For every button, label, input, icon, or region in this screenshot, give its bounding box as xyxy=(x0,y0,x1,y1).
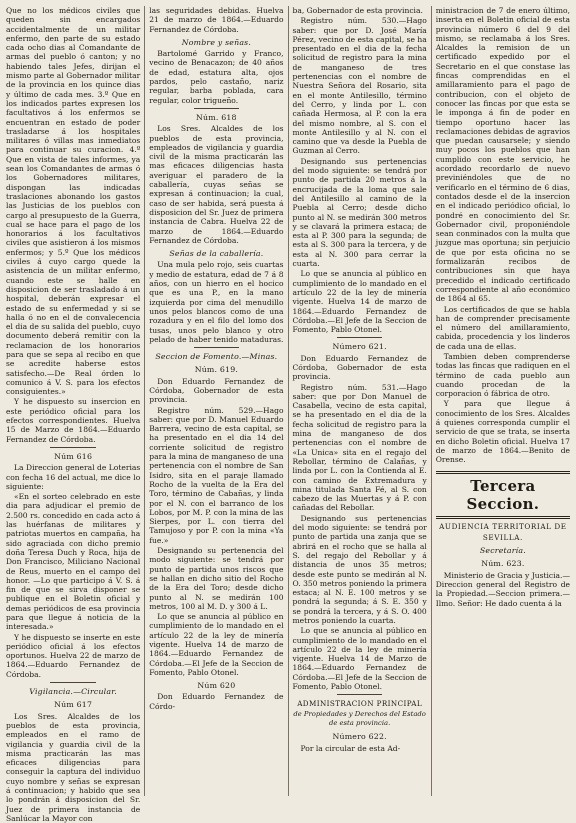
paragraph: Don Eduardo Fernandez de Córdoba, Gobernador de esta provincia. xyxy=(149,376,284,405)
paragraph: Los certificados de que se habla han de comprender precisamente el número del amillaramiento, cabida, procedencia y los linderos de cada una de ellas. xyxy=(435,304,570,351)
section-number: Núm 617 xyxy=(54,700,93,710)
paragraph: Una mula pelo rojo, seis cuartas y medio de estatura, edad de 7 á 8 años, con un hierro en el hocico que es una P., en la mano izquierda por cima del menudillo unos pelos blancos como de una rozadura y en el filo del lomo dos tusas, unos pelo blanco y otro pelado de haber tenido mataduras. xyxy=(149,260,284,344)
paragraph: Lo que se anuncia al público en cumplimiento de lo mandado en el artículo 22 de la ley de minería vigente. Huelva 14 de marzo de 1864.—Eduardo Fernandez de Córdoba.—El Jefe de la Seccion de Fomento, Pablo Otonel. xyxy=(292,269,427,335)
paragraph: Por la circular de esta Ad- xyxy=(300,743,401,753)
section-number: Número 622. xyxy=(332,732,387,742)
paragraph: ministracion de 7 de enero último, inserta en el Boletin oficial de esta provincia número 6 del 9 del mismo, se reclamaba á los Sres. Alcaldes la remision de un certificado expedido por el Secretario en el que constase las fincas comprendidas en el amillaramiento para el pago de contribucion, con el objeto de conocer las fincas por que esta se le imponga á fin de poder en tiempo oportuno hacer las reclamaciones debidas de agravios que puedan causarsele; y siendo muy pocos los pueblos que han cumplido con este servicio, he acordado recordarlo de nuevo previniéndoles que de no verificarlo en el término de 6 dias, contados desde el de la insercion en el indicado periódico oficial, lo pondré en conocimiento del Sr. Gobernador civil, proponiéndole sean conminados con la multa que juzgue mas oportuna; sin perjuicio de que por esta oficina no se formalizarán recibos de contribuciones sin que haya precedido el indicado certificado correspondiente al año económico de 1864 al 65. xyxy=(435,6,570,304)
paragraph: Designando sus pertenencias del modo siguiente: se tendrá por punto de partida 20 metros á la encrucijada de la loma que sale del Antilesillo al camino de la Puebla al Cerro; desde dicho punto al N. se medirán 300 metros y se clavará la primera estaca; de esta al P. 300 para la segunda; de esta al S. 300 para la tercera, y de esta al N. 300 para cerrar la cuarta. xyxy=(292,156,427,269)
paragraph: Los Sres. Alcaldes de los pueblos de esta provincia, empleados en el ramo de vigilancia y guardia civil de la misma practicarán las mas eficaces diligencias para conseguir la captura del individuo cuyo nombre y señas se expresan á continuacion; y habido que sea lo pondrán á disposicion del Sr. Juez de primera instancia de Sanlúcar la Mayor con xyxy=(6,711,141,823)
section-heading: Señas de la caballería. xyxy=(169,249,264,259)
paragraph: ba, Gobernador de esta provincia. xyxy=(292,6,423,15)
paragraph: La Direccion general de Loterias con fecha 16 del actual, me dice lo siguiente: xyxy=(6,463,141,491)
section-heading: SEVILLA. xyxy=(482,532,523,542)
column-4 xyxy=(436,6,570,796)
divider xyxy=(337,694,383,695)
paragraph: Bartolomé Garrido y Franco, vecino de Benacazon; de 40 años de edad, estatura alta, ojos pardos, pelo castaño, nariz regular, barba poblada, cara regular, color trigueño. xyxy=(149,49,284,105)
section-number: Núm 620 xyxy=(197,681,236,691)
paragraph: Registro núm. 529.—Hago saber: que por D. Manuel Eduardo Barrera, vecino de esta capital, se ha presentado en el dia 14 del corriente solicitud de registro para la mina de manganeso de una pertenencia con el nombre de San Isidro, sita en el paraje llamado Rocho de la vuelta de la Era del Toro, término de Cabañas, y linda por el N. con el barranco de los Lobos, por M. P. con la mina de las Sierpes, por L. con tierra del Tamujoso y por P. con la mina «Ya fue.» xyxy=(149,405,284,545)
paragraph: «En el sorteo celebrado en este dia para adjudicar el premio de 2.500 rs. concedido en cada acto á las huérfanas de militares y patriotas muertos en campaña, ha sido agraciada con dicho premio doña Teresa Duch y Roca, hija de Don Francisco, Miliciano Nacional de Reus, muerto en el campo del honor. —Lo que participo á V. S. á fin de que se sirva disponer se publique en el Boletin oficial y demas periódicos de esa provincia para que llegue á noticia de la interesada.» xyxy=(6,492,141,632)
paragraph: Designando su pertenencia del modo siguiente: se tendrá por punto de partida unos riscos que se hallan en dicho sitio del Rocho de la Era del Toro; desde dicho punto al N. se medirán 100 metros, 100 al M. D. y 300 á L. xyxy=(149,546,284,611)
paragraph: Don Eduardo Fernandez de Córdoba, Gobernador de esta provincia. xyxy=(292,353,427,382)
section-heading: Nombre y señas. xyxy=(181,37,252,47)
column-2 xyxy=(149,6,288,796)
divider xyxy=(194,108,240,109)
column-3 xyxy=(293,6,432,796)
divider xyxy=(50,447,96,448)
paragraph: Don Eduardo Fernandez de Córdo- xyxy=(149,692,284,711)
section-number: Núm. 618 xyxy=(196,112,237,122)
section-number: Núm. 619. xyxy=(194,365,239,375)
section-number: Núm 616 xyxy=(54,451,93,461)
column-1 xyxy=(6,6,145,823)
section-heading: Vigilancia.—Circular. xyxy=(29,687,117,697)
section-number: Número 621. xyxy=(332,342,387,352)
paragraph: Los Sres. Alcaldes de los pueblos de esta provincia, empleados de vigilancia y guardia civil de la misma practicarán las mas eficaces diligencias hasta averiguar el paradero de la caballería, cuyas señas se expresan á continuacion; la cual, caso de ser habida, será puesta á disposicion del Sr. Juez de primera instancia de Cabra. Huelva 22 de marzo de 1864.—Eduardo Fernandez de Córdoba. xyxy=(149,124,284,245)
paragraph: Y he dispuesto se inserte en este periódico oficial á los efectos oportunos. Huelva 22 de marzo de 1864.—Eduardo Fernandez de Córdoba. xyxy=(6,632,141,679)
divider xyxy=(194,347,240,348)
section-subheading: de Propiedades y Derechos del Estado de esta provincia. xyxy=(293,709,426,727)
section-number: Núm. 623. xyxy=(481,559,525,569)
paragraph: Ministerio de Gracia y Justicia.—Direccion general del Registro de la Propiedad.—Seccion primera.—Ilmo. Señor: He dado cuenta á la xyxy=(435,570,570,608)
section-title: Tercera Seccion. xyxy=(436,471,570,519)
paragraph: las seguridades debidas. Huelva 21 de marzo de 1864.—Eduardo Fernandez de Córdoba. xyxy=(149,6,284,34)
paragraph: Lo que se anuncia al público en cumplimiento de lo mandado en el artículo 22 de la ley de minería vigente. Huelva 14 de marzo de 1864.—Eduardo Fernandez de Córdoba.—El Jefe de la Seccion de Fomento, Pablo Otonel. xyxy=(149,612,284,677)
section-heading: AUDIENCIA TERRITORIAL DE xyxy=(439,521,567,531)
paragraph: Y para que llegue á conocimiento de los Sres. Alcaldes á quienes corresponda cumplir el servicio de que se trata, se inserta en dicho Boletin oficial. Huelva 17 de marzo de 1864.—Benito de Orense. xyxy=(435,399,570,465)
section-heading: Seccion de Fomento.—Minas. xyxy=(155,352,278,362)
paragraph: Registro núm. 530.—Hago saber: que por D. José María Pérez, vecino de esta capital, se ha presentado en el dia de la fecha solicitud de registro para la mina de manganeso de tres pertenencias con el nombre de Nuestra Señora del Rosario, sita en el monte Antilesillo, término del Cerro, y linda por L. con cañada Hermosa, al P. con la era del mismo nombre, al S. con el monte Antilesillo y al N. con el camino que va desde la Puebla de Guzman al Cerro. xyxy=(292,16,427,156)
paragraph: Lo que se anuncia al público en cumplimiento de lo mandado en el artículo 22 de la ley de minería vigente. Huelva 14 de Marzo de 1864.—Eduardo Fernandez de Córdoba.—El Jefe de la Seccion de Fomento, Pablo Otonel. xyxy=(292,626,427,692)
paragraph: Y he dispuesto su insercion en este periódico oficial para los efectos correspondientes. Huelva 15 de Marzo de 1864.—Eduardo Fernandez de Córdoba. xyxy=(6,397,141,444)
section-heading: ADMINISTRACION PRINCIPAL xyxy=(297,699,423,709)
paragraph: Registro núm. 531.—Hago saber: que por Don Manuel de Casabella, vecino de esta capital, se ha presentado en el dia de la fecha solicitud de registro para la mina de manganeso de dos pertenencias con el nombre de «La Unica» sita en el regajo del Rebollar, término de Calañas, y linda por L. con la Contienda al E. con camino de Extremadura y mina titulada Santa Fé, al S. con cabezo de las Muertas y á P. con cañadas del Rebollar. xyxy=(292,382,427,513)
paragraph: Que no los médicos civiles que queden sin encargados accidentalmente de un militar enfermo, den parte de su estado cada ocho dias al Comandante de armas del pueblo ó canton; y no habiendo tales Jefes, dirijan el mismo parte al Gobernador militar de la provincia en los quince dias y último de cada mes. 3.º Que en los indicados partes expresen los facultativos á los enfermos se encuentran en estado de poder trasladarse á los hospitales militares ó villas mas inmediatos para continuar su curacion. 4.º Que en vista de tales informes, ya sean los Comandantes de armas ó los Gobernadores militares, dispongan las indicadas traslaciones abonando los gastos las Justicias de los pueblos con cargo al presupuesto de la Guerra, cual se hace para el pago de los honorarios á los facultativos civiles que asistieron á los mismos enfermos; y 5.º Que los médicos civiles á cuyo cargo quede la asistencia de un militar enfermo, cuando este se halle en disposicion de ser trasladado á un hospital, deberán expresar el estado de su enfermedad y si se halla ó no en el de convalecencia el dia de su salida del pueblo, cuyo documento deberá remitir con la reclamacion de los honorarios para que se sepa al recibo en que se acredite haberse estos satisfecho.—De Real órden lo comunico á V. S. para los efectos consiguientes.» xyxy=(6,6,141,397)
section-subheading: Secretaría. xyxy=(479,546,526,556)
paragraph: Designando sus pertenencias del modo siguiente: se tendrá por punto de partida una zanja que se abrirá en el rocho que se halla al S. del regajo del Rebollar y á distancia de unos 35 metros; desde este punto se medirán al N. O. 350 metros poniendo la primera estaca; al N. E. 100 metros y se pondrá la segunda; á S. E. 350 y se pondrá la tercera, y á S. O. 400 metros poniendo la cuarta. xyxy=(292,513,427,625)
divider xyxy=(337,337,383,338)
paragraph: Tambien deben comprenderse todas las fincas que radiquen en el término de cada pueblo aun cuando procedan de la corporacion ó fábrica de otro. xyxy=(435,351,570,399)
divider xyxy=(50,682,96,683)
